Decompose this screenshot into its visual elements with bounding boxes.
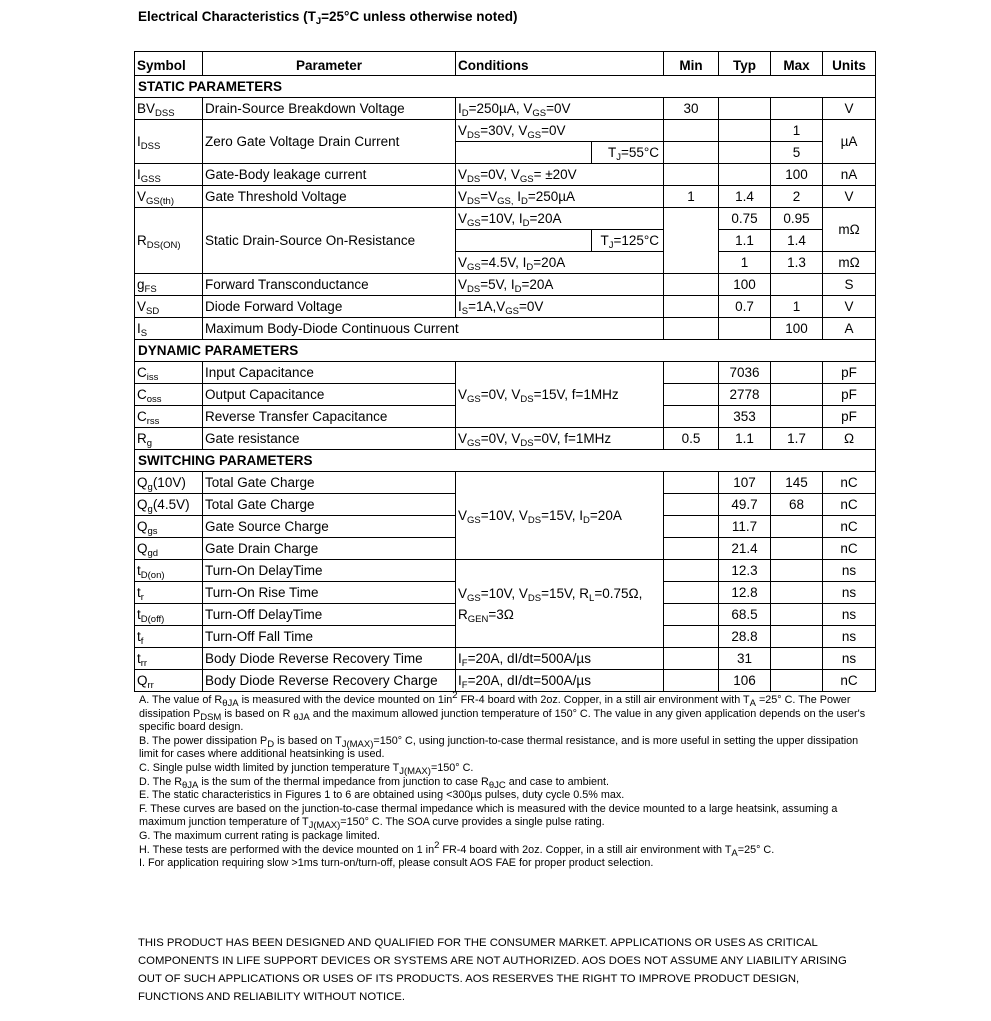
- units-cell: S: [823, 274, 876, 296]
- min-cell: 1: [664, 186, 719, 208]
- table-row: [135, 274, 876, 296]
- typ-cell: 7036: [719, 362, 771, 384]
- conditions-cell: $V_{GS}=10V$, $V_{DS}=15V$, $R_L=0.75\Omega$, $R_{GEN}=3\Omega$: [456, 560, 664, 648]
- units-cell: pF: [823, 384, 876, 406]
- section-row: [135, 340, 876, 362]
- units-cell: ns: [823, 560, 876, 582]
- max-cell: [771, 274, 823, 296]
- typ-cell: 1.4: [719, 186, 771, 208]
- parameter-cell: Maximum Body-Diode Continuous Current: [203, 318, 664, 340]
- table-row: [135, 472, 876, 494]
- disclaimer-line: FUNCTIONS AND RELIABILITY WITHOUT NOTICE.: [138, 991, 405, 1003]
- max-cell: [771, 406, 823, 428]
- typ-cell: [719, 142, 771, 164]
- max-cell: 1.3: [771, 252, 823, 274]
- typ-cell: 31: [719, 648, 771, 670]
- units-cell: A: [823, 318, 876, 340]
- max-cell: 100: [771, 164, 823, 186]
- section-switching: SWITCHING PARAMETERS: [135, 450, 876, 472]
- parameter-cell: Reverse Transfer Capacitance: [203, 406, 456, 428]
- max-cell: 2: [771, 186, 823, 208]
- units-cell: mΩ: [823, 252, 876, 274]
- tj-condition-cell: $T_J=125^\circ C$: [592, 230, 664, 252]
- max-cell: 0.95: [771, 208, 823, 230]
- note-a: A. The value of $R_{\theta JA}$ is measured with the device mounted on $1in^2$ FR-4 board with 2oz. Copper, in a still air environment with $T_A =25^\circ$ C. The Power dissipation $P_{DSM}$ is based on R $_{\theta JA}$ and the maximum allowed junction temperature of 150° C. The value in any given application depends on the user's specific board design.: [139, 690, 866, 734]
- units-cell: pF: [823, 362, 876, 384]
- parameter-cell: Turn-Off Fall Time: [203, 626, 456, 648]
- header-parameter: Parameter: [203, 52, 456, 76]
- min-cell: [664, 318, 719, 340]
- typ-cell: 100: [719, 274, 771, 296]
- section-row: [135, 76, 876, 98]
- table-row: [135, 560, 876, 582]
- max-cell: 145: [771, 472, 823, 494]
- units-cell: ns: [823, 604, 876, 626]
- note-d: D. The $R_{\theta JA}$ is the sum of the thermal impedance from junction to case $R_{\theta JC}$ and case to ambient.: [139, 775, 609, 791]
- max-cell: 1: [771, 296, 823, 318]
- table-row: [135, 670, 876, 692]
- units-cell: V: [823, 186, 876, 208]
- header-max: Max: [771, 52, 823, 76]
- disclaimer-line: OUT OF SUCH APPLICATIONS OR USES OF ITS PRODUCTS. AOS RESERVES THE RIGHT TO IMPROVE PRODUCT DESIGN,: [138, 973, 800, 985]
- typ-cell: 0.75: [719, 208, 771, 230]
- units-cell: V: [823, 98, 876, 120]
- section-row: [135, 450, 876, 472]
- max-cell: 100: [771, 318, 823, 340]
- table-row: [135, 186, 876, 208]
- symbol-cell: $Q_{gs}$: [135, 516, 203, 538]
- note-h: H. These tests are performed with the device mounted on 1 $in^2$ FR-4 board with 2oz. Copper, in a still air environment with $T_A=25^\circ$ C.: [139, 839, 775, 859]
- min-cell: [664, 362, 719, 384]
- units-cell: pF: [823, 406, 876, 428]
- typ-cell: 68.5: [719, 604, 771, 626]
- parameter-cell: Forward Transconductance: [203, 274, 456, 296]
- symbol-cell: $Q_g(4.5V)$: [135, 494, 203, 516]
- typ-cell: 1.1: [719, 428, 771, 450]
- typ-cell: 1: [719, 252, 771, 274]
- max-cell: 5: [771, 142, 823, 164]
- table-row: [135, 362, 876, 384]
- max-cell: [771, 604, 823, 626]
- conditions-cell: [456, 230, 592, 252]
- conditions-cell: $I_D=250\mu A$, $V_{GS}=0V$: [456, 98, 664, 120]
- max-cell: [771, 626, 823, 648]
- parameter-cell: Turn-On Rise Time: [203, 582, 456, 604]
- header-units: Units: [823, 52, 876, 76]
- symbol-cell: $Q_g(10V)$: [135, 472, 203, 494]
- symbol-cell: $BV_{DSS}$: [135, 98, 203, 120]
- symbol-cell: $C_{iss}$: [135, 362, 203, 384]
- min-cell: [664, 648, 719, 670]
- symbol-cell: $C_{rss}$: [135, 406, 203, 428]
- max-cell: [771, 516, 823, 538]
- note-f: F. These curves are based on the junction-to-case thermal impedance which is measured with the device mounted to a large heatsink, assuming a maximum junction temperature of $T_{J(MAX)}=150^\circ$ C. The SOA curve provides a single pulse rating.: [139, 802, 838, 832]
- typ-cell: 0.7: [719, 296, 771, 318]
- footnotes: [139, 690, 869, 871]
- typ-cell: 106: [719, 670, 771, 692]
- typ-cell: [719, 120, 771, 142]
- typ-cell: 12.3: [719, 560, 771, 582]
- min-cell: [664, 494, 719, 516]
- units-cell: mΩ: [823, 208, 876, 252]
- units-cell: nC: [823, 472, 876, 494]
- typ-cell: 353: [719, 406, 771, 428]
- max-cell: [771, 98, 823, 120]
- table-row: [135, 428, 876, 450]
- max-cell: [771, 648, 823, 670]
- parameter-cell: Drain-Source Breakdown Voltage: [203, 98, 456, 120]
- header-min: Min: [664, 52, 719, 76]
- typ-cell: 28.8: [719, 626, 771, 648]
- min-cell: [664, 604, 719, 626]
- max-cell: 1.7: [771, 428, 823, 450]
- symbol-cell: $Q_{gd}$: [135, 538, 203, 560]
- parameter-cell: Input Capacitance: [203, 362, 456, 384]
- note-c: C. Single pulse width limited by junction temperature $T_{J(MAX)}=150^\circ$ C.: [139, 761, 474, 777]
- max-cell: 1: [771, 120, 823, 142]
- note-e: E. The static characteristics in Figures 1 to 6 are obtained using <300µs pulses, duty cycle 0.5% max.: [139, 789, 625, 802]
- parameter-cell: Gate resistance: [203, 428, 456, 450]
- min-cell: 30: [664, 98, 719, 120]
- note-b: B. The power dissipation $P_D$ is based on $T_{J(MAX)}=150^\circ$ C, using junction-to-case thermal resistance, and is more useful in setting the upper dissipation limit for cases where additional heatsinking is used.: [139, 734, 859, 761]
- disclaimer-line: COMPONENTS IN LIFE SUPPORT DEVICES OR SYSTEMS ARE NOT AUTHORIZED. AOS DOES NOT ASSUME ANY LIABILITY ARISING: [138, 955, 847, 967]
- conditions-cell: $V_{GS}=0V$, $V_{DS}=0V$, f=1MHz: [456, 428, 664, 450]
- symbol-cell: $R_{DS(ON)}$: [135, 208, 203, 274]
- symbol-cell: $g_{FS}$: [135, 274, 203, 296]
- symbol-cell: $Q_{rr}$: [135, 670, 203, 692]
- symbol-cell: $V_{GS(th)}$: [135, 186, 203, 208]
- symbol-cell: $R_g$: [135, 428, 203, 450]
- conditions-cell: $I_F=20A$, dI/dt=500A/µs: [456, 670, 664, 692]
- max-cell: 1.4: [771, 230, 823, 252]
- electrical-characteristics-table: [134, 51, 876, 692]
- min-cell: [664, 120, 719, 142]
- conditions-cell: $V_{GS}=4.5V$, $I_D=20A$: [456, 252, 664, 274]
- units-cell: ns: [823, 648, 876, 670]
- min-cell: [664, 472, 719, 494]
- parameter-cell: Body Diode Reverse Recovery Time: [203, 648, 456, 670]
- parameter-cell: Diode Forward Voltage: [203, 296, 456, 318]
- disclaimer: [138, 934, 868, 1006]
- units-cell: nC: [823, 670, 876, 692]
- units-cell: V: [823, 296, 876, 318]
- typ-cell: 49.7: [719, 494, 771, 516]
- header-symbol: Symbol: [135, 52, 203, 76]
- symbol-cell: $t_{D(off)}$: [135, 604, 203, 626]
- parameter-cell: Static Drain-Source On-Resistance: [203, 208, 456, 274]
- parameter-cell: Turn-Off DelayTime: [203, 604, 456, 626]
- conditions-cell: $V_{GS}=10V$, $V_{DS}=15V$, $I_D=20A$: [456, 472, 664, 560]
- max-cell: [771, 538, 823, 560]
- typ-cell: [719, 164, 771, 186]
- min-cell: [664, 274, 719, 296]
- max-cell: 68: [771, 494, 823, 516]
- typ-cell: [719, 318, 771, 340]
- units-cell: nC: [823, 538, 876, 560]
- conditions-cell: [456, 142, 592, 164]
- min-cell: [664, 516, 719, 538]
- typ-cell: 12.8: [719, 582, 771, 604]
- units-cell: ns: [823, 582, 876, 604]
- max-cell: [771, 582, 823, 604]
- min-cell: [664, 626, 719, 648]
- symbol-cell: $I_S$: [135, 318, 203, 340]
- conditions-cell: $V_{DS}=30V$, $V_{GS}=0V$: [456, 120, 664, 142]
- conditions-cell: $V_{DS}=5V$, $I_D=20A$: [456, 274, 664, 296]
- parameter-cell: Gate-Body leakage current: [203, 164, 456, 186]
- typ-cell: 2778: [719, 384, 771, 406]
- min-cell: 0.5: [664, 428, 719, 450]
- conditions-cell: $V_{GS}=10V$, $I_D=20A$: [456, 208, 664, 230]
- min-cell: [664, 384, 719, 406]
- typ-cell: 11.7: [719, 516, 771, 538]
- typ-cell: 21.4: [719, 538, 771, 560]
- symbol-cell: $t_{D(on)}$: [135, 560, 203, 582]
- table-row: [135, 208, 876, 230]
- units-cell: Ω: [823, 428, 876, 450]
- units-cell: µA: [823, 120, 876, 164]
- header-typ: Typ: [719, 52, 771, 76]
- typ-cell: 107: [719, 472, 771, 494]
- parameter-cell: Total Gate Charge: [203, 494, 456, 516]
- conditions-cell: $I_F=20A$, dI/dt=500A/µs: [456, 648, 664, 670]
- symbol-cell: $t_r$: [135, 582, 203, 604]
- page-title: Electrical Characteristics ($T_J=25^\circ C$ unless otherwise noted): [138, 9, 518, 27]
- table-row: [135, 98, 876, 120]
- parameter-cell: Output Capacitance: [203, 384, 456, 406]
- min-cell: [664, 582, 719, 604]
- max-cell: [771, 670, 823, 692]
- max-cell: [771, 362, 823, 384]
- typ-cell: [719, 98, 771, 120]
- symbol-cell: $t_{rr}$: [135, 648, 203, 670]
- section-dynamic: DYNAMIC PARAMETERS: [135, 340, 876, 362]
- tj-condition-cell: $T_J=55^\circ C$: [592, 142, 664, 164]
- units-cell: nC: [823, 516, 876, 538]
- conditions-cell: $I_S=1A,V_{GS}=0V$: [456, 296, 664, 318]
- min-cell: [664, 208, 719, 274]
- note-g: G. The maximum current rating is package limited.: [139, 829, 381, 842]
- section-static: STATIC PARAMETERS: [135, 76, 876, 98]
- header-row: [135, 52, 876, 76]
- max-cell: [771, 560, 823, 582]
- conditions-cell: $V_{DS}=0V$, $V_{GS}= \pm 20V$: [456, 164, 664, 186]
- min-cell: [664, 538, 719, 560]
- disclaimer-line: THIS PRODUCT HAS BEEN DESIGNED AND QUALIFIED FOR THE CONSUMER MARKET. APPLICATIONS OR USES AS CRITICAL: [138, 937, 818, 949]
- parameter-cell: Gate Drain Charge: [203, 538, 456, 560]
- conditions-cell: $V_{DS}=V_{GS,}$ $I_D=250\mu A$: [456, 186, 664, 208]
- table-row: [135, 648, 876, 670]
- typ-cell: 1.1: [719, 230, 771, 252]
- symbol-cell: $I_{DSS}$: [135, 120, 203, 164]
- symbol-cell: $V_{SD}$: [135, 296, 203, 318]
- parameter-cell: Zero Gate Voltage Drain Current: [203, 120, 456, 164]
- parameter-cell: Turn-On DelayTime: [203, 560, 456, 582]
- min-cell: [664, 406, 719, 428]
- parameter-cell: Gate Source Charge: [203, 516, 456, 538]
- min-cell: [664, 296, 719, 318]
- min-cell: [664, 560, 719, 582]
- min-cell: [664, 670, 719, 692]
- min-cell: [664, 142, 719, 164]
- symbol-cell: $t_f$: [135, 626, 203, 648]
- units-cell: ns: [823, 626, 876, 648]
- conditions-cell: $V_{GS}=0V$, $V_{DS}=15V$, f=1MHz: [456, 362, 664, 428]
- units-cell: nA: [823, 164, 876, 186]
- min-cell: [664, 164, 719, 186]
- table-row: [135, 296, 876, 318]
- max-cell: [771, 384, 823, 406]
- note-i: I. For application requiring slow >1ms turn-on/turn-off, please consult AOS FAE for proper product selection.: [139, 857, 654, 870]
- parameter-cell: Total Gate Charge: [203, 472, 456, 494]
- table-row: [135, 164, 876, 186]
- symbol-cell: $I_{GSS}$: [135, 164, 203, 186]
- header-conditions: Conditions: [456, 52, 664, 76]
- table-row: [135, 120, 876, 142]
- table-row: [135, 318, 876, 340]
- symbol-cell: $C_{oss}$: [135, 384, 203, 406]
- units-cell: nC: [823, 494, 876, 516]
- parameter-cell: Body Diode Reverse Recovery Charge: [203, 670, 456, 692]
- parameter-cell: Gate Threshold Voltage: [203, 186, 456, 208]
